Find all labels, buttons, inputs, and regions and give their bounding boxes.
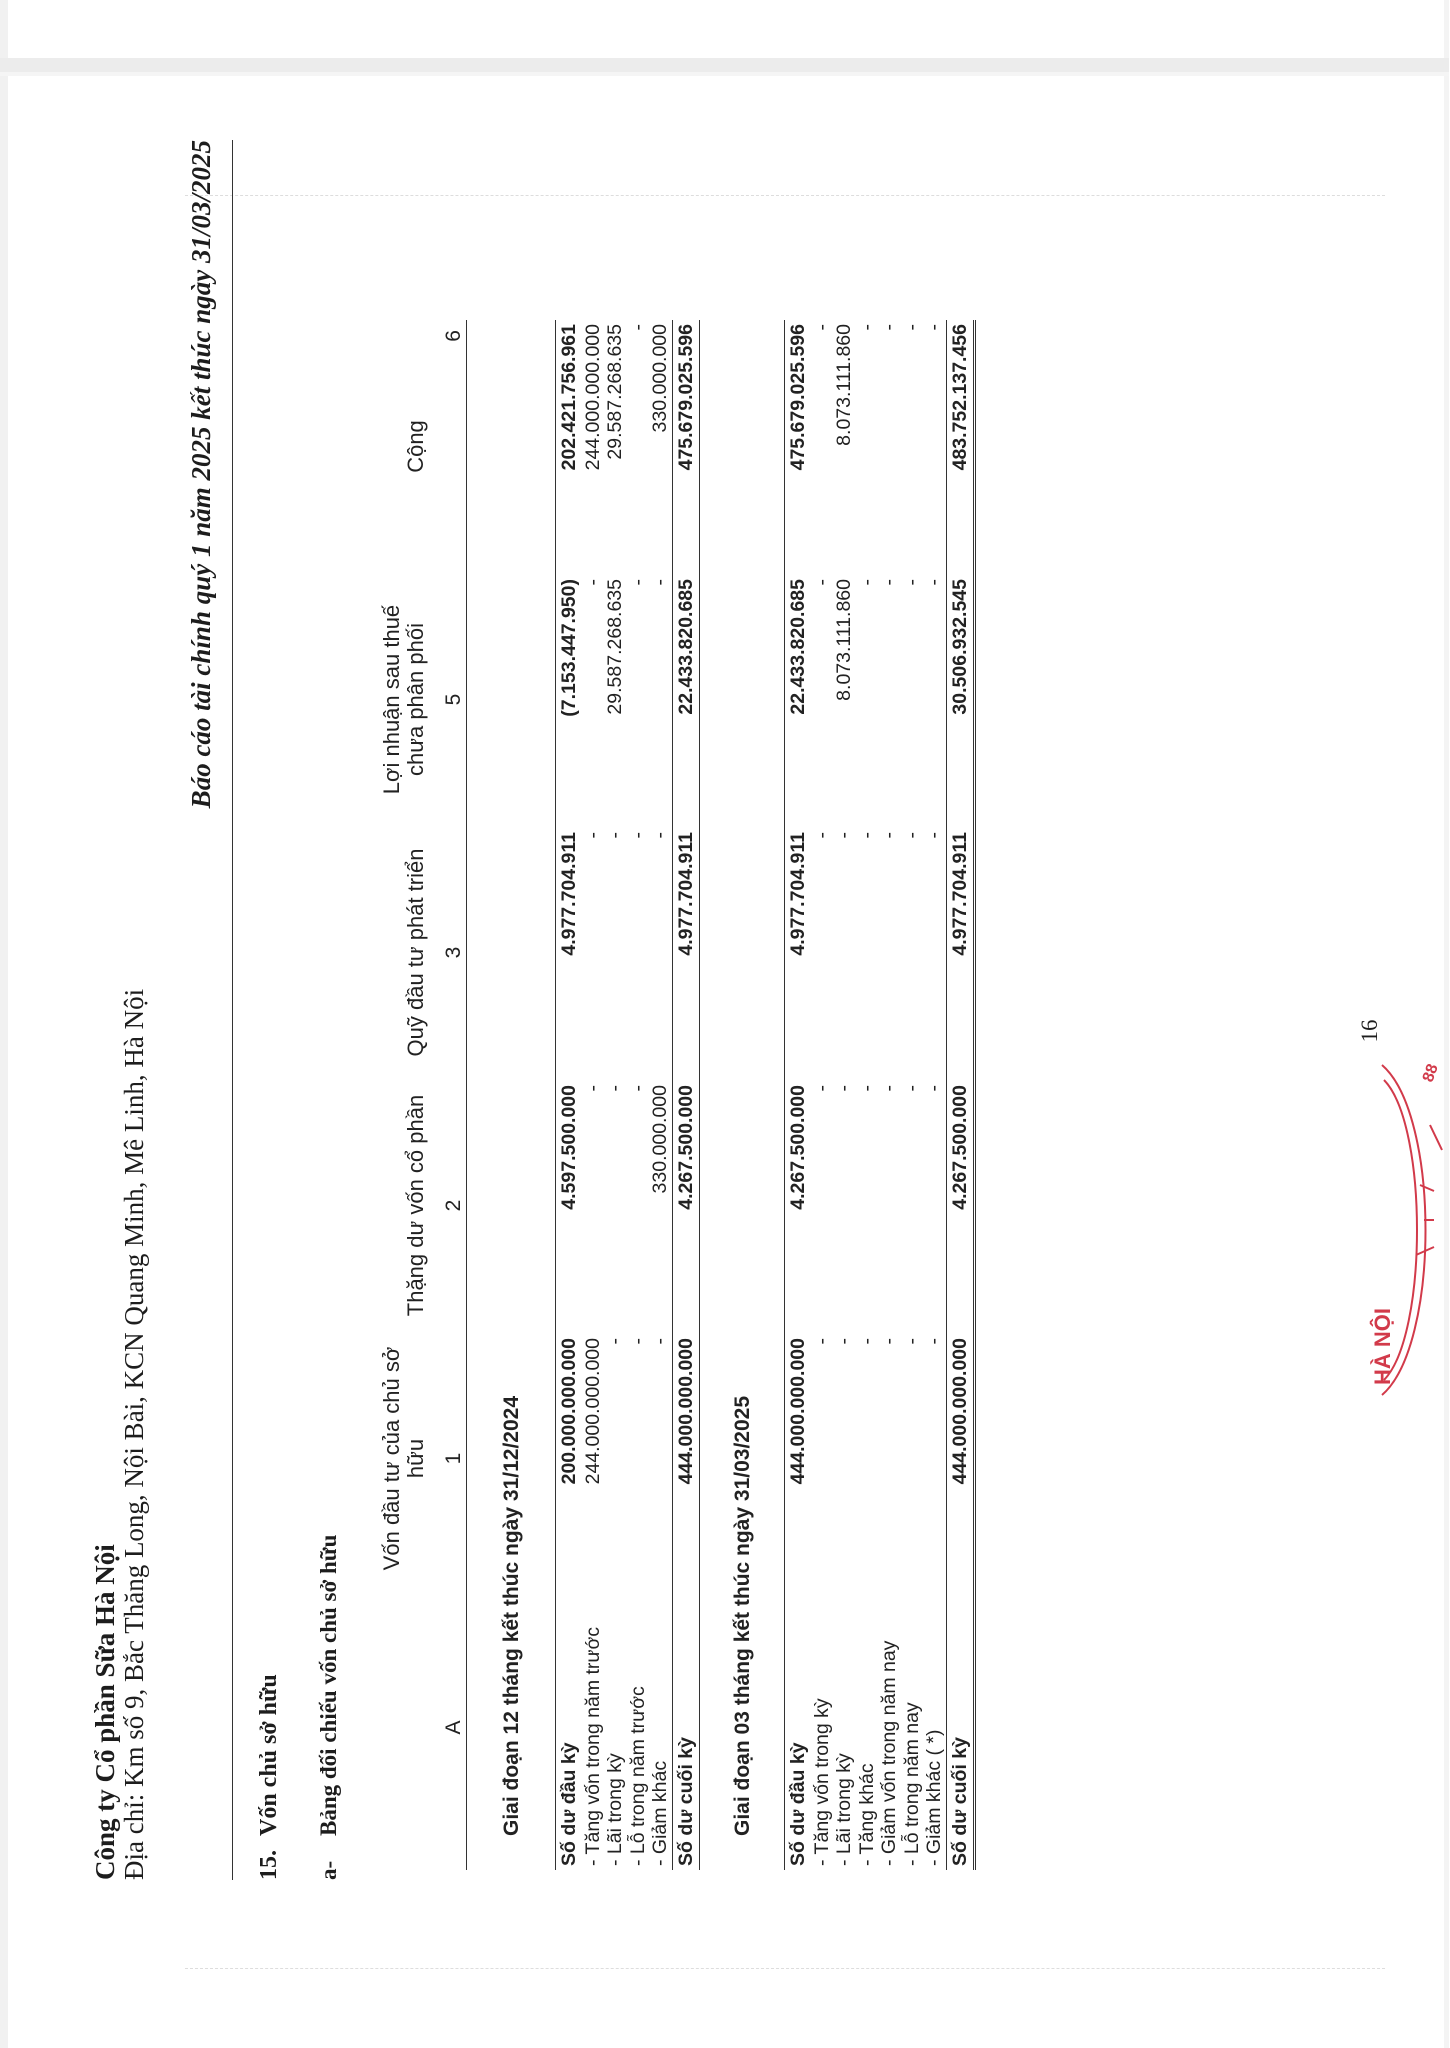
table-cell: - — [833, 832, 856, 839]
table-cell: - — [923, 324, 946, 331]
table-cell: - — [855, 1085, 878, 1092]
table-cell: 475.679.025.596 — [785, 320, 812, 573]
header-rule — [232, 140, 233, 1880]
row-label: Số dư cuối kỳ — [673, 1585, 700, 1870]
opening-balance-row — [556, 320, 583, 1870]
table-cell: 4.977.704.911 — [673, 826, 700, 1079]
table-cell: - — [810, 1085, 833, 1092]
column-header: Lợi nhuận sau thuế chưa phân phối — [379, 604, 429, 795]
scan-band — [0, 58, 1449, 72]
table-cell: 30.506.932.545 — [947, 573, 975, 826]
table-cell: - — [900, 324, 923, 331]
table-row — [650, 320, 673, 1870]
table-cell: 4.267.500.000 — [785, 1079, 812, 1332]
table-cell: - — [626, 832, 649, 839]
row-label: - Giảm khác ( *) — [923, 1729, 946, 1866]
table-cell: - — [604, 1338, 627, 1345]
table-row — [834, 320, 857, 1870]
table-cell: 22.433.820.685 — [673, 573, 700, 826]
table-cell: - — [810, 324, 833, 331]
column-index: 2 — [428, 1079, 467, 1332]
row-label: Số dư đầu kỳ — [556, 1585, 583, 1870]
table-cell: - — [855, 832, 878, 839]
table-header-row — [380, 320, 428, 1870]
table-cell: 244.000.000.000 — [581, 1338, 604, 1485]
table-cell: - — [810, 579, 833, 586]
column-header: Vốn đầu tư của chủ sở hữu — [379, 1346, 429, 1571]
column-header — [380, 1585, 428, 1870]
table-cell: - — [581, 1085, 604, 1092]
table-cell: 29.587.268.635 — [604, 579, 627, 715]
row-label: Số dư đầu kỳ — [785, 1585, 812, 1870]
page-number: 16 — [1357, 1019, 1382, 1043]
table-cell: - — [855, 324, 878, 331]
company-name: Công ty Cổ phần Sữa Hà Nội — [90, 1544, 120, 1880]
company-seal — [1370, 1055, 1450, 1405]
table-cell: 483.752.137.456 — [947, 320, 975, 573]
column-index: A — [428, 1585, 467, 1870]
table-row — [627, 320, 650, 1870]
seal-number: 88 — [1419, 1061, 1442, 1085]
table-cell: - — [900, 832, 923, 839]
table-cell: 4.977.704.911 — [785, 826, 812, 1079]
column-index: 6 — [428, 320, 467, 573]
table-cell: 4.977.704.911 — [556, 826, 583, 1079]
table-cell: - — [626, 324, 649, 331]
seal-text: HÀ NỘI — [1370, 1308, 1395, 1385]
table-row — [901, 320, 924, 1870]
table-cell: - — [923, 579, 946, 586]
table-cell: - — [626, 1085, 649, 1092]
row-label: - Tăng vốn trong năm trước — [581, 1627, 604, 1866]
table-cell: 200.000.000.000 — [556, 1332, 583, 1585]
scan-left-edge — [0, 0, 8, 2048]
row-label: Số dư cuối kỳ — [947, 1585, 975, 1870]
table-body — [467, 320, 975, 1870]
table-cell: - — [604, 1085, 627, 1092]
row-label: - Giảm vốn trong năm nay — [878, 1640, 901, 1866]
column-header: Quỹ đầu tư phát triển — [403, 848, 429, 1057]
table-cell: 444.000.000.000 — [673, 1332, 700, 1585]
table-cell: 444.000.000.000 — [785, 1332, 812, 1585]
scan-band-shadow — [0, 72, 1449, 76]
scan-dash-line — [185, 1968, 1385, 1969]
table-cell: - — [626, 1338, 649, 1345]
table-cell: - — [900, 579, 923, 586]
table-row — [811, 320, 834, 1870]
closing-balance-row — [947, 320, 975, 1870]
column-index: 3 — [428, 826, 467, 1079]
table-cell: - — [900, 1338, 923, 1345]
column-index-row — [428, 320, 467, 1870]
table-cell: 8.073.111.860 — [833, 324, 856, 446]
subsection-number: a- — [316, 1860, 341, 1880]
row-label: - Lỗ trong năm nay — [900, 1702, 923, 1866]
row-label: - Lãi trong kỳ — [833, 1753, 856, 1866]
rotated-page — [90, 140, 1140, 1880]
table-row — [582, 320, 605, 1870]
table-cell: - — [923, 1338, 946, 1345]
table-cell: (7.153.447.950) — [556, 573, 583, 826]
report-title: Báo cáo tài chính quý 1 năm 2025 kết thúc ngày 31/03/2025 — [186, 140, 216, 809]
table-cell: 330.000.000 — [649, 1085, 672, 1194]
table-cell: - — [833, 1085, 856, 1092]
column-index: 5 — [428, 573, 467, 826]
table-cell: - — [649, 579, 672, 586]
table-row — [879, 320, 902, 1870]
table-cell: - — [649, 832, 672, 839]
table-cell: - — [810, 832, 833, 839]
table-cell: - — [649, 1338, 672, 1345]
table-cell: - — [878, 1085, 901, 1092]
section-title: Vốn chủ sở hữu — [256, 1674, 282, 1836]
table-cell: - — [855, 1338, 878, 1345]
equity-reconciliation-table — [380, 320, 976, 1870]
company-address: Địa chỉ: Km số 9, Bắc Thăng Long, Nội Bài, KCN Quang Minh, Mê Linh, Hà Nội — [119, 988, 149, 1880]
table-cell: - — [855, 579, 878, 586]
seal-marks — [1416, 1125, 1442, 1255]
row-label: - Lỗ trong năm trước — [626, 1686, 649, 1866]
row-label: - Giảm khác — [649, 1760, 672, 1866]
column-header: Thặng dư vốn cổ phần — [403, 1094, 429, 1317]
table-cell: - — [833, 1338, 856, 1345]
closing-balance-row — [673, 320, 700, 1870]
table-cell: 29.587.268.635 — [604, 324, 627, 460]
table-cell: 4.597.500.000 — [556, 1079, 583, 1332]
table-row — [605, 320, 628, 1870]
period-label: Giai đoạn 12 tháng kết thúc ngày 31/12/2024 — [499, 1396, 523, 1836]
table-cell: - — [626, 579, 649, 586]
table-cell: - — [581, 579, 604, 586]
table-cell: - — [878, 832, 901, 839]
column-index: 1 — [428, 1332, 467, 1585]
table-cell: 202.421.756.961 — [556, 320, 583, 573]
table-cell: 475.679.025.596 — [673, 320, 700, 573]
table-cell: - — [581, 832, 604, 839]
period-row — [700, 320, 785, 1870]
table-cell: - — [878, 579, 901, 586]
subsection-title: Bảng đối chiếu vốn chủ sở hữu — [316, 1534, 341, 1836]
scan-right-edge — [1444, 0, 1449, 2048]
table-cell: 8.073.111.860 — [833, 579, 856, 701]
table-cell: - — [923, 832, 946, 839]
table-cell: 22.433.820.685 — [785, 573, 812, 826]
row-label: - Tăng vốn trong kỳ — [810, 1698, 833, 1866]
table-cell: - — [810, 1338, 833, 1345]
table-cell: 4.977.704.911 — [947, 826, 975, 1079]
opening-balance-row — [785, 320, 812, 1870]
table-cell: - — [923, 1085, 946, 1092]
period-row — [467, 320, 556, 1870]
row-label: - Tăng khác — [855, 1763, 878, 1866]
table-row — [924, 320, 947, 1870]
table-cell: 330.000.000 — [649, 324, 672, 433]
section-number: 15. — [256, 1850, 282, 1880]
column-header: Cộng — [403, 420, 429, 473]
period-label: Giai đoạn 03 tháng kết thúc ngày 31/03/2025 — [700, 320, 785, 1870]
table-cell: - — [878, 324, 901, 331]
table-cell: 444.000.000.000 — [947, 1332, 975, 1585]
table-cell: - — [900, 1085, 923, 1092]
table-cell: 4.267.500.000 — [947, 1079, 975, 1332]
row-label: - Lãi trong kỳ — [604, 1753, 627, 1866]
table-cell: - — [604, 832, 627, 839]
table-row — [856, 320, 879, 1870]
table-cell: - — [878, 1338, 901, 1345]
table-cell: 4.267.500.000 — [673, 1079, 700, 1332]
table-cell: 244.000.000.000 — [581, 324, 604, 471]
